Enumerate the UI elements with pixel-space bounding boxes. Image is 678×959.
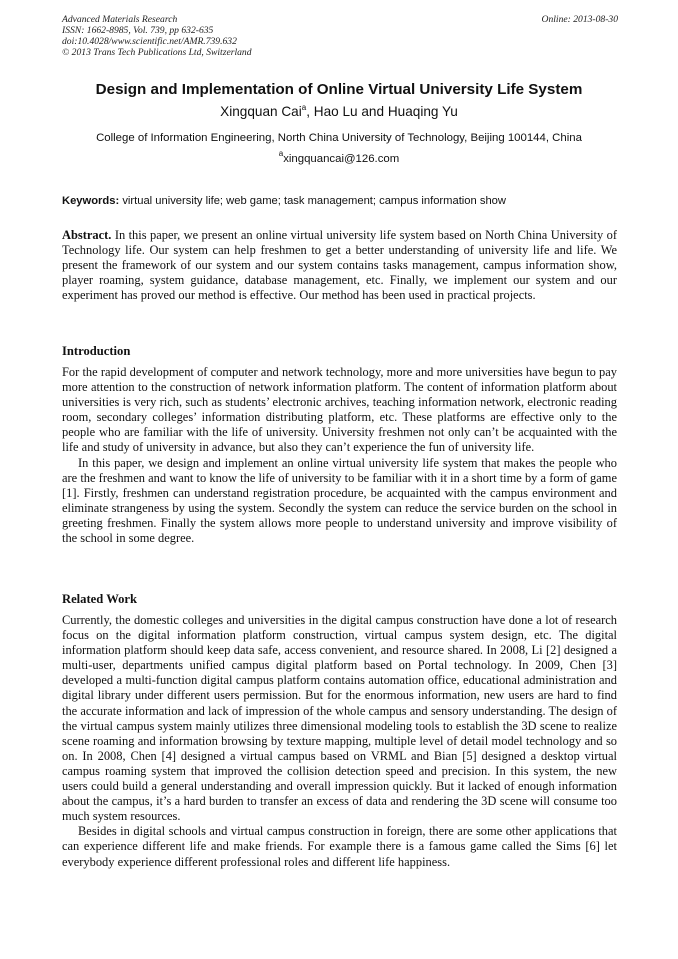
paragraph: Besides in digital schools and virtual campus construction in foreign, there are some other applications that can experience different life and make friends. For example there is a famous game called the Sims [6] let everybody experience different professional roles and different life happiness. [62, 824, 617, 869]
online-date: Online: 2013-08-30 [541, 14, 618, 25]
doi-line: doi:10.4028/www.scientific.net/AMR.739.632 [62, 36, 237, 47]
paragraph: In this paper, we design and implement an online virtual university life system that makes the people who are the freshmen and want to know the life of university to be familiar with it in a short time by a form of game [1]. Firstly, freshmen can understand registration procedure, be acquainted with the campus environment and eliminate strangeness by using the system. Secondly the system can reduce the service burden on the school in greeting freshmen. Finally the system allows more people to understand university and improve visibility of the school in some degree. [62, 455, 617, 546]
abstract-label: Abstract. [62, 228, 112, 242]
copyright-line: © 2013 Trans Tech Publications Ltd, Switzerland [62, 47, 252, 58]
affiliation: College of Information Engineering, North China University of Technology, Beijing 100144, China [96, 132, 582, 144]
keywords [62, 194, 618, 208]
email-address: xingquancai@126.com [283, 153, 400, 165]
keywords-label: Keywords: [62, 195, 120, 207]
paragraph: Currently, the domestic colleges and universities in the digital campus construction have done a lot of research focus on the digital information platform construction, virtual campus system design, etc. The digital information platform should keep data safe, access convenient, and resource shared. In 2008, Li [2] designed a multi-user, departments unified campus digital platform based on Portal technology. In 2009, Chen [3] developed a multi-function digital campus platform contains automation office, educational administration and digital library under different users permission. But for the enormous information, new users are hard to find the accurate information and lack of impression of the whole campus and sensory understanding. The design of the virtual campus system mainly utilizes three dimensional modeling tools to establish the 3D scene to realize scene roaming and information browsing by texture mapping, multiple level of detail model technology and so on. In 2008, Chen [4] designed a virtual campus based on VRML and Bian [5] designed a desktop virtual campus roaming system that improved the collision detection speed and precision. In this system, the new users could build a general understanding and overall impression quickly. But it lacked of enough information about the campus, it’s a hard burden to transfer an excess of data and rendering the 3D scene will consume too much system resources. [62, 613, 617, 824]
co-authors: , Hao Lu and Huaqing Yu [306, 104, 458, 119]
related-work-section [62, 613, 617, 870]
abstract-text: In this paper, we present an online virtual university life system based on North China University of Technology life. Our system can help freshmen to get a better understanding of university life and life. We present the framework of our system and our system contains tasks management, campus information show, player roaming, system guidance, database management, etc. Finally, we implement our system and our experiment has proved our method is effective. Our method has been used in practical projects. [62, 228, 617, 303]
paragraph: For the rapid development of computer and network technology, more and more universities have begun to pay more attention to the construction of network information platform. The content of information platform about universities is very rich, such as students’ electronic archives, teaching information network, electronic reading room, secondary colleges’ information distributing platform, etc. These platforms are effective only to the people who are familiar with the life of university. University freshmen not only can’t be acquainted with the life and study of university in advance, but also they can’t experience the fun of university life. [62, 365, 617, 455]
keywords-text: virtual university life; web game; task management; campus information show [122, 195, 506, 207]
author-name: Xingquan Cai [220, 104, 302, 119]
introduction-heading: Introduction [62, 344, 131, 358]
journal-header [62, 14, 618, 58]
author-list [62, 103, 616, 120]
related-work-heading: Related Work [62, 592, 137, 606]
abstract [62, 228, 617, 303]
paper-title: Design and Implementation of Online Virtual University Life System [95, 81, 583, 98]
email-line [62, 149, 616, 166]
issn-line: ISSN: 1662-8985, Vol. 739, pp 632-635 [62, 25, 214, 36]
author-superscript: a [301, 103, 307, 112]
journal-name: Advanced Materials Research [62, 14, 178, 25]
introduction-section [62, 365, 617, 546]
email-superscript: a [278, 149, 284, 158]
